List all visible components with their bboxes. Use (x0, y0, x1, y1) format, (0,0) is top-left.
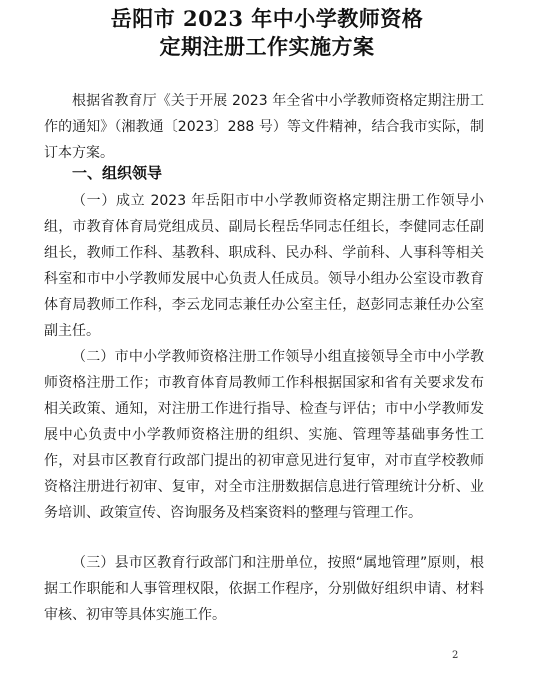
document-title-line-1: 岳阳市 2023 年中小学教师资格 (110, 6, 424, 31)
page-number: 2 (452, 650, 459, 661)
paragraph-2: （二）市中小学教师资格注册工作领导小组直接领导全市中小学教师资格注册工作；市教育体育局教师工作科根据国家和省有关要求发布相关政策、通知，对注册工作进行指导、检查与评估；市中小学教师发展中心负责中小学教师资格注册的组织、实施、管理等基础事务性工作，对县市区教育行政部门提出的初审意见进行复审，对市直学校教师资格注册进行初审、复审，对全市注册数据信息进行管理统计分析、业务培训、政策宣传、咨询服务及档案资料的整理与管理工作。 (44, 349, 484, 521)
document-title-line-2: 定期注册工作实施方案 (159, 34, 375, 59)
intro-paragraph: 根据省教育厅《关于开展 2023 年全省中小学教师资格定期注册工作的通知》（湘教通〔2023〕288 号）等文件精神，结合我市实际，制订本方案。 (44, 93, 484, 161)
paragraph-3: （三）县市区教育行政部门和注册单位，按照“属地管理”原则，根据工作职能和人事管理权限，依据工作程序，分别做好组织申请、材料审核、初审等具体实施工作。 (44, 555, 484, 623)
paragraph-1: （一）成立 2023 年岳阳市中小学教师资格定期注册工作领导小组，市教育体育局党组成员、副局长程岳华同志任组长，李健同志任副组长，教师工作科、基教科、职成科、民办科、学前科、人事科等相关科室和市中小学教师发展中心负责人任成员。领导小组办公室设市教育体育局教师工作科，李云龙同志兼任办公室主任，赵彭同志兼任办公室副主任。 (44, 193, 484, 339)
section-heading-organization: 一、组织领导 (72, 164, 163, 182)
